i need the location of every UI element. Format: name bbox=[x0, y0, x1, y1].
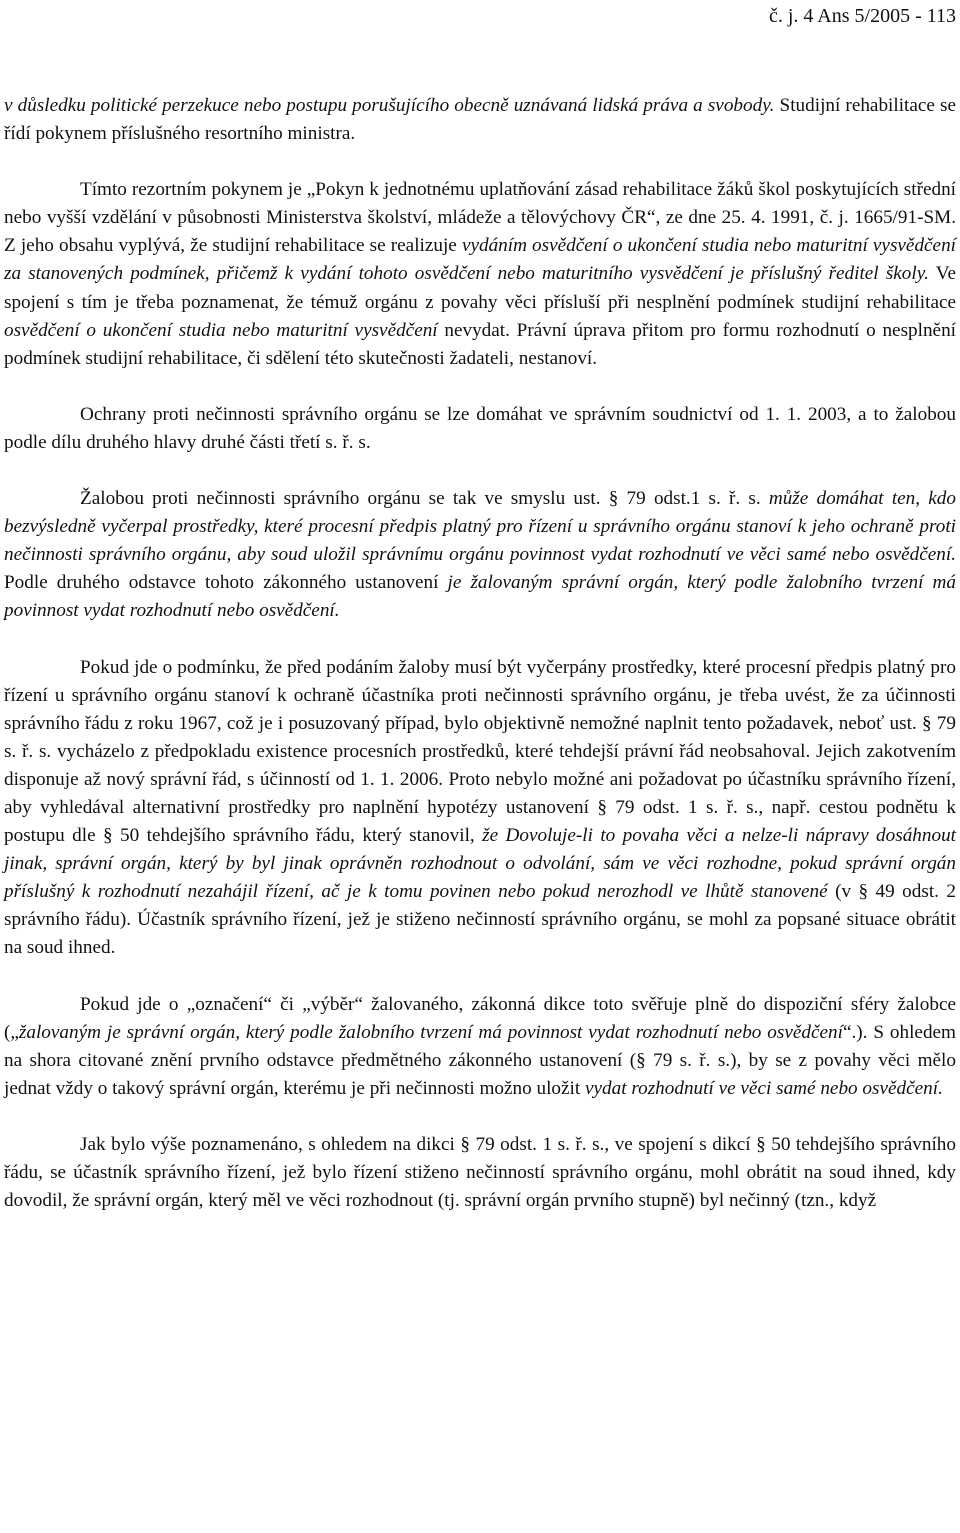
text-run: Ochrany proti nečinnosti správního orgánu se lze domáhat ve správním soudnictví od 1. 1. 2003, a to žalobou podle dílu druhého hlavy druhé části třetí s. ř. s. bbox=[4, 403, 956, 453]
text-run: vydáním osvědčení o ukončení studia nebo maturitní vysvědčení za stanovených podmínek, přičemž k vydání tohoto osvědčení nebo maturitního vysvědčení je příslušný ředitel školy. bbox=[4, 235, 956, 285]
text-run: Tímto rezortním pokynem je „Pokyn k jednotnému uplatňování zásad rehabilitace žáků škol poskytujících střední nebo vyšší vzdělání v působnosti Ministerstva školství, mládeže a tělovýchovy ČR“, ze dne 25. 4. 1991, č. j. 1665/91-SM. Z jeho obsahu vyplývá, že studijní rehabilitace se realizuje bbox=[4, 179, 956, 257]
paragraph-2 bbox=[4, 176, 956, 373]
text-run: v důsledku politické perzekuce nebo postupu porušujícího obecně uznávaná lidská práva a svobody. bbox=[4, 95, 775, 116]
text-run: vydat rozhodnutí ve věci samé nebo osvědčení. bbox=[585, 1077, 943, 1099]
paragraph-4 bbox=[4, 485, 956, 625]
text-run: že Dovoluje-li to povaha věci a nelze-li nápravy dosáhnout jinak, správní orgán, který by byl jinak oprávněn rozhodnout o odvolání, sám ve věci rozhodne, pokud správní orgán příslušný k rozhodnutí nezahájil řízení, ač je k tomu povinen nebo pokud nerozhodl ve lhůtě stanovené bbox=[4, 825, 956, 903]
text-run: je žalovaným správní orgán, který podle žalobního tvrzení má povinnost vydat rozhodnutí nebo osvědčení. bbox=[4, 572, 956, 622]
text-run: nevydat. Právní úprava přitom pro formu rozhodnutí o nesplnění podmínek studijní rehabilitace, či sdělení této skutečnosti žadateli, nestanoví. bbox=[4, 319, 956, 369]
text-run: Pokud jde o podmínku, že před podáním žaloby musí být vyčerpány prostředky, které procesní předpis platný pro řízení u správního orgánu stanoví k ochraně účastníka proti nečinnosti správního orgánu, je třeba uvést, že za účinnosti správního řádu z roku 1967, což je i posuzovaný případ, bylo objektivně nemožné naplnit tento požadavek, neboť ust. § 79 s. ř. s. vycházelo z předpokladu existence procesních prostředků, které tehdejší právní řád neobsahoval. Jejich zakotvením disponuje až nový správní řád, s účinností od 1. 1. 2006. Proto nebylo možné ani požadovat po účastníku správního řízení, aby vyhledával alternativní prostředky pro naplnění hypotézy ustanovení § 79 odst. 1 s. ř. s., např. cestou podnětu k postupu dle § 50 tehdejšího správního řádu, který stanovil, bbox=[4, 656, 956, 847]
text-run: Studijní rehabilitace se řídí pokynem příslušného resortního ministra. bbox=[4, 95, 956, 145]
paragraph-7 bbox=[4, 1131, 956, 1215]
text-run: Jak bylo výše poznamenáno, s ohledem na dikci § 79 odst. 1 s. ř. s., ve spojení s dikcí § 50 tehdejšího správního řádu, se účastník správního řízení, jež bylo řízení stiženo nečinností správního orgánu, mohl obrátit na soud ihned, kdy dovodil, že správní orgán, který měl ve věci rozhodnout (tj. správní orgán prvního stupně) byl nečinný (tzn., když bbox=[4, 1133, 956, 1212]
case-reference-header: č. j. 4 Ans 5/2005 - 113 bbox=[768, 5, 956, 27]
text-run: může domáhat ten, kdo bezvýsledně vyčerpal prostředky, které procesní předpis platný pro řízení u správního orgánu stanoví k jeho ochraně proti nečinnosti správního orgánu, aby soud uložil správnímu orgánu povinnost vydat rozhodnutí ve věci samé nebo osvědčení. bbox=[4, 488, 956, 566]
paragraph-1 bbox=[4, 92, 956, 148]
text-run: osvědčení o ukončení studia nebo maturitní vysvědčení bbox=[4, 319, 438, 341]
text-run: (v § 49 odst. 2 správního řádu). Účastník správního řízení, jež je stiženo nečinností správního orgánu, se mohl za popsané situace obrátit na soud ihned. bbox=[4, 881, 956, 959]
text-run: Podle druhého odstavce tohoto zákonného ustanovení bbox=[4, 572, 448, 594]
paragraph-3 bbox=[4, 401, 956, 457]
paragraph-6 bbox=[4, 991, 956, 1103]
text-run: žalovaným je správní orgán, který podle žalobního tvrzení má povinnost vydat rozhodnutí nebo osvědčení bbox=[18, 1021, 843, 1043]
text-run: Pokud jde o „označení“ či „výběr“ žalovaného, zákonná dikce toto svěřuje plně do dispoziční sféry žalobce („ bbox=[4, 993, 956, 1043]
paragraph-5 bbox=[4, 654, 956, 963]
text-run: “.). S ohledem na shora citované znění prvního odstavce předmětného zákonného ustanovení (§ 79 s. ř. s.), by se z povahy věci mělo jednat vždy o takový správní orgán, kterému je při nečinnosti možno uložit bbox=[4, 1021, 956, 1099]
text-run: Ve spojení s tím je třeba poznamenat, že témuž orgánu z povahy věci přísluší při nesplnění podmínek studijní rehabilitace bbox=[4, 263, 957, 313]
text-run: Žalobou proti nečinnosti správního orgánu se tak ve smyslu ust. § 79 odst.1 s. ř. s. bbox=[80, 488, 769, 510]
